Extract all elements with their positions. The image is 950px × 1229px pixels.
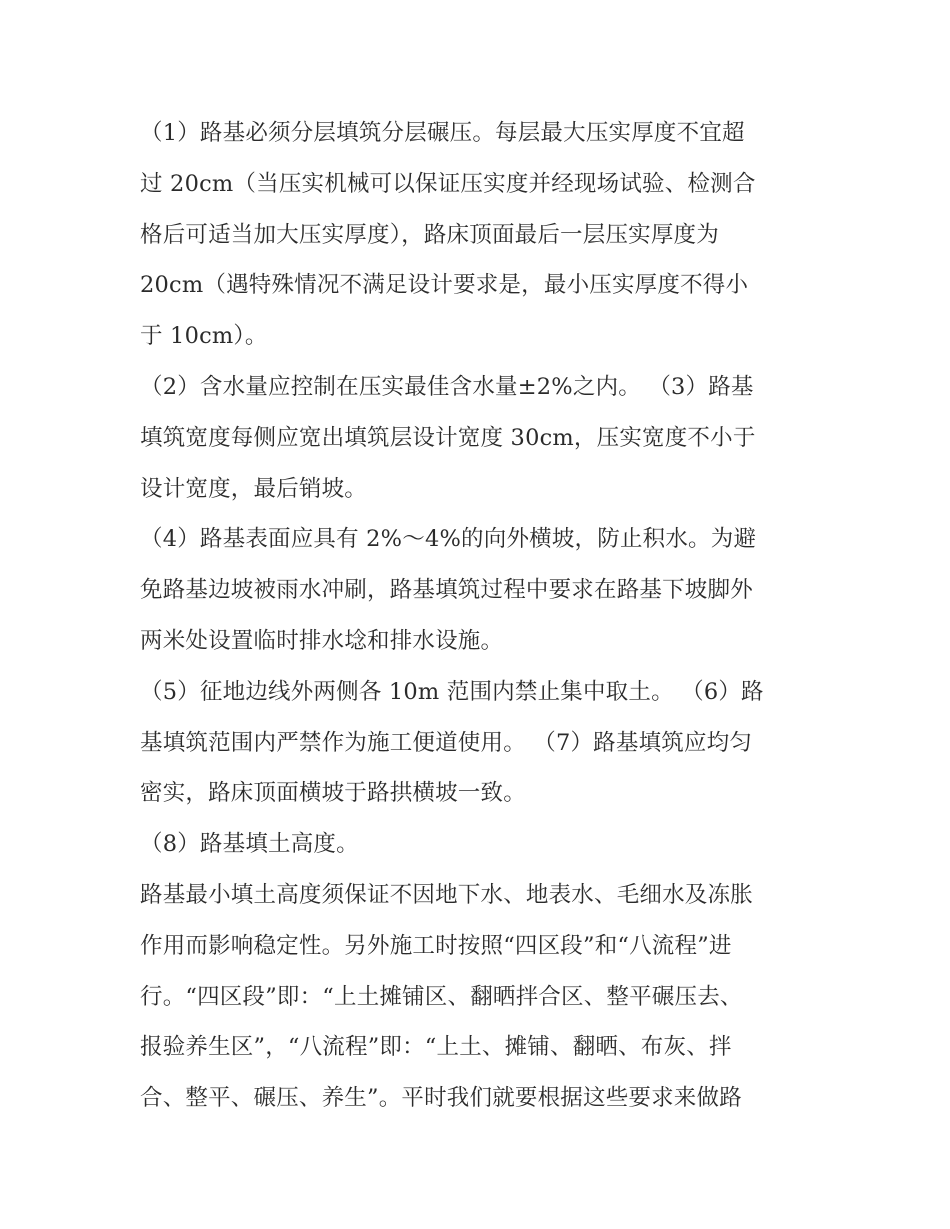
text-line: （5）征地边线外两侧各 10m 范围内禁止集中取土。 （6）路: [140, 678, 764, 705]
text-line: 行。“四区段”即：“上土摊铺区、翻晒拌合区、整平碾压去、: [140, 983, 743, 1010]
text-line: （8）路基填土高度。: [140, 831, 359, 858]
text-line: 报验养生区”，“八流程”即：“上土、摊铺、翻晒、布灰、拌: [140, 1034, 732, 1061]
text-line: （4）路基表面应具有 2%～4%的向外横坡，防止积水。为避: [140, 526, 757, 553]
text-line: 于 10cm）。: [140, 323, 268, 350]
text-line: 免路基边坡被雨水冲刷，路基填筑过程中要求在路基下坡脚外: [140, 577, 753, 604]
document-body: [140, 108, 820, 1124]
text-line: 填筑宽度每侧应宽出填筑层设计宽度 30cm，压实宽度不小于: [140, 424, 756, 451]
text-line: 基填筑范围内严禁作为施工便道使用。 （7）路基填筑应均匀: [140, 729, 753, 756]
text-line: （2）含水量应控制在压实最佳含水量±2%之内。 （3）路基: [140, 373, 754, 400]
text-line: 路基最小填土高度须保证不因地下水、地表水、毛细水及冻胀: [140, 881, 753, 908]
text-line: 20cm（遇特殊情况不满足设计要求是，最小压实厚度不得小: [140, 272, 749, 299]
text-line: 格后可适当加大压实厚度），路床顶面最后一层压实厚度为: [140, 221, 719, 248]
text-line: 密实，路床顶面横坡于路拱横坡一致。: [140, 780, 526, 807]
text-line: （1）路基必须分层填筑分层碾压。每层最大压实厚度不宜超: [140, 120, 745, 146]
text-line: 过 20cm（当压实机械可以保证压实度并经现场试验、检测合: [140, 170, 756, 197]
text-line: 作用而影响稳定性。另外施工时按照“四区段”和“八流程”进: [140, 932, 732, 959]
text-line: 设计宽度，最后销坡。: [140, 475, 368, 502]
text-line: 两米处设置临时排水埝和排水设施。: [140, 627, 504, 654]
text-line: 合、整平、碾压、养生”。平时我们就要根据这些要求来做路: [140, 1085, 742, 1112]
